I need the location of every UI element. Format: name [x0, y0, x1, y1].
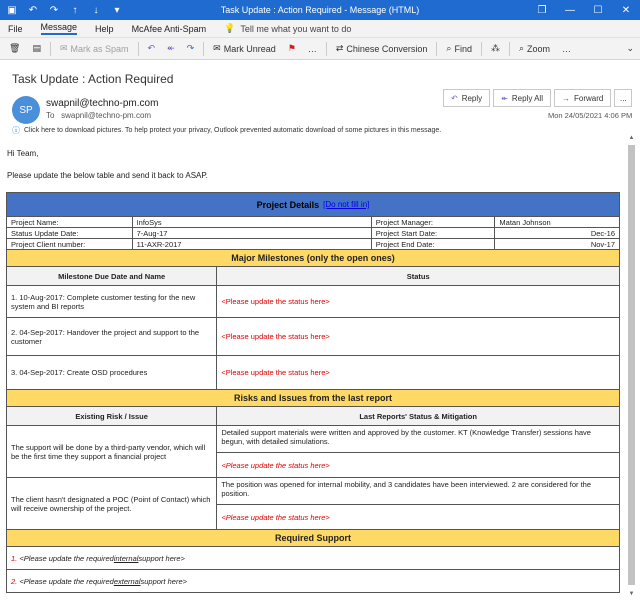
project-label: Status Update Date: [7, 228, 133, 238]
tell-me-box[interactable] [224, 23, 351, 34]
info-icon: ⓘ [12, 126, 20, 135]
table-row [7, 217, 619, 228]
milestone-status[interactable]: <Please update the status here> [221, 368, 330, 377]
conversion-icon: ⇄ [335, 43, 344, 53]
risk-description: The support will be done by a third-party vendor, which will be the first time they support a financial project [7, 426, 217, 477]
zoom-button[interactable] [516, 43, 553, 54]
milestone-name: 3. 04-Sep-2017: Create OSD procedures [7, 356, 217, 389]
milestone-status[interactable]: <Please update the status here> [221, 332, 330, 341]
column-header: Milestone Due Date and Name [7, 267, 217, 285]
ellipsis-icon: … [307, 43, 317, 54]
reply-all-ribbon-button[interactable] [164, 43, 178, 54]
risk-status[interactable]: <Please update the status here> [221, 512, 330, 522]
do-not-fill-note: [Do not fill in] [323, 200, 370, 209]
milestone-status[interactable]: <Please update the status here> [221, 297, 330, 306]
project-details-header [7, 193, 619, 217]
mark-unread-button[interactable] [210, 43, 279, 54]
message-subject: Task Update : Action Required [12, 72, 174, 86]
support-keyword: internal [113, 553, 139, 563]
support-text: <Please update the required [19, 553, 114, 563]
archive-icon: ▤ [32, 43, 41, 53]
support-number: 2. [11, 576, 18, 586]
collapse-ribbon-button[interactable] [623, 43, 640, 54]
scrollbar[interactable] [627, 135, 636, 597]
scroll-thumb[interactable] [628, 145, 635, 585]
divider [138, 42, 139, 56]
tab-mcafee[interactable]: McAfee Anti-Spam [131, 23, 207, 34]
translate-button[interactable] [488, 43, 503, 54]
save-icon[interactable]: ▣ [7, 4, 17, 16]
download-pictures-infobar[interactable] [12, 125, 441, 136]
risk-description: The client hasn't designated a POC (Point of Contact) which will receive ownership of the project. [7, 478, 217, 529]
more-options-button[interactable] [305, 44, 320, 54]
divider [203, 42, 204, 56]
forward-icon: → [561, 93, 570, 103]
mark-unread-label: Mark Unread [223, 43, 276, 54]
project-label: Project Start Date: [372, 228, 496, 238]
tell-me-text: Tell me what you want to do [240, 23, 352, 34]
flag-button[interactable] [285, 43, 299, 54]
delete-button[interactable] [6, 43, 23, 54]
reply-button[interactable] [443, 89, 490, 107]
greeting: Hi Team, [7, 149, 39, 158]
table-row [7, 267, 619, 286]
chevron-down-icon: ⌄ [626, 43, 634, 53]
down-arrow-icon[interactable]: ↓ [93, 4, 99, 16]
tab-help[interactable]: Help [95, 23, 114, 34]
recipient[interactable]: swapnil@techno-pm.com [61, 111, 152, 120]
column-header: Status [217, 267, 619, 285]
mark-as-spam-button[interactable] [57, 43, 132, 54]
table-row [7, 478, 619, 530]
ellipsis-icon: ... [619, 93, 627, 103]
divider [436, 42, 437, 56]
zoom-label: Zoom [527, 43, 551, 54]
maximize-icon[interactable]: ☐ [593, 4, 603, 16]
menu-bar [0, 20, 640, 38]
more-actions-button[interactable] [614, 89, 632, 107]
reply-icon: ↶ [147, 43, 156, 53]
undo-icon[interactable]: ↶ [28, 4, 38, 16]
up-arrow-icon[interactable]: ↑ [72, 4, 78, 16]
forward-button[interactable] [554, 89, 611, 107]
column-header: Existing Risk / Issue [7, 407, 217, 425]
scroll-down-icon[interactable]: ▼ [628, 591, 635, 597]
chinese-conversion-label: Chinese Conversion [346, 43, 428, 54]
project-value: 11-AXR-2017 [133, 239, 372, 249]
table-row [7, 228, 619, 239]
table-row [7, 547, 619, 570]
milestone-name: 1. 10-Aug-2017: Complete customer testing for the new system and BI reports [7, 286, 217, 317]
support-keyword: external [113, 576, 141, 586]
spam-icon: ✉ [59, 43, 68, 53]
reply-all-icon: ↞ [501, 93, 508, 103]
quick-access-toolbar [0, 5, 123, 16]
project-value: InfoSys [133, 217, 372, 227]
project-label: Project End Date: [372, 239, 496, 249]
title-bar [0, 0, 640, 20]
milestones-header: Major Milestones (only the open ones) [7, 250, 619, 267]
table-row [7, 407, 619, 426]
table-row [7, 286, 619, 318]
to-label: To [46, 111, 55, 120]
trash-icon: 🗑 [9, 43, 21, 53]
find-label: Find [454, 43, 472, 54]
risks-header: Risks and Issues from the last report [7, 390, 619, 407]
reply-icon: ↶ [451, 93, 458, 103]
tab-message[interactable]: Message [41, 22, 78, 35]
divider [326, 42, 327, 56]
find-button[interactable] [443, 43, 475, 54]
risk-mitigation: The position was opened for internal mobility, and 3 candidates have been interviewed. 2 are considered for the position. [217, 478, 619, 505]
lightbulb-icon: 💡 [224, 23, 236, 33]
support-header: Required Support [7, 530, 619, 547]
divider [50, 42, 51, 56]
project-label: Project Client number: [7, 239, 133, 249]
archive-button[interactable] [29, 43, 44, 54]
support-text: support here> [138, 553, 185, 563]
ribbon [0, 38, 640, 60]
project-label: Project Manager: [372, 217, 496, 227]
chinese-conversion-button[interactable] [333, 43, 431, 54]
window-controls [528, 0, 640, 20]
scroll-up-icon[interactable]: ▲ [628, 135, 635, 141]
translate-icon: ⁂ [490, 43, 500, 53]
envelope-icon: ✉ [213, 43, 221, 53]
risk-status[interactable]: <Please update the status here> [221, 460, 330, 470]
risk-mitigation: Detailed support materials were written and approved by the customer. KT (Knowledge Transfer) sessions have begun, with detailed simulations. [217, 426, 619, 453]
support-item[interactable] [7, 570, 619, 592]
avatar[interactable]: SP [12, 96, 40, 124]
sender[interactable]: swapnil@techno-pm.com [46, 98, 159, 109]
table-row [7, 356, 619, 390]
recipient-line [46, 111, 151, 120]
tab-file[interactable]: File [8, 23, 23, 34]
close-icon[interactable]: ✕ [621, 4, 631, 16]
zoom-icon: ⌕ [518, 43, 525, 53]
reply-all-label: Reply All [511, 93, 543, 103]
reply-all-button[interactable] [493, 89, 551, 107]
table-row [7, 426, 619, 478]
project-value: 7-Aug-17 [133, 228, 372, 238]
project-label: Project Name: [7, 217, 133, 227]
forward-ribbon-button[interactable] [184, 43, 198, 54]
project-value: Matan Johnson [499, 217, 551, 227]
instruction: Please update the below table and send it back to ASAP. [7, 171, 208, 180]
milestone-name: 2. 04-Sep-2017: Handover the project and support to the customer [7, 318, 217, 355]
forward-icon: ↷ [186, 43, 195, 53]
status-table [6, 192, 620, 593]
table-row [7, 570, 619, 592]
mark-as-spam-label: Mark as Spam [70, 43, 129, 54]
table-row [7, 318, 619, 356]
divider [509, 42, 510, 56]
message-date: Mon 24/05/2021 4:06 PM [548, 111, 633, 120]
ribbon-more-button[interactable] [559, 44, 574, 54]
reply-ribbon-button[interactable] [145, 43, 159, 54]
support-text: <Please update the required [19, 576, 114, 586]
restore-icon[interactable]: ❐ [537, 4, 547, 16]
reply-all-icon: ↞ [167, 43, 175, 53]
forward-label: Forward [573, 93, 604, 103]
project-value: Dec-16 [590, 228, 615, 238]
table-row [7, 239, 619, 250]
risk-mitigation-cell [217, 426, 619, 477]
support-number: 1. [11, 553, 18, 563]
quick-access-dropdown-icon[interactable]: ▾ [114, 4, 120, 16]
infobar-text: Click here to download pictures. To help protect your privacy, Outlook prevented automatic download of some pictures in this message. [24, 127, 442, 134]
minimize-icon[interactable]: — [565, 4, 575, 16]
message-actions [443, 89, 632, 107]
support-item[interactable] [7, 547, 619, 569]
project-value: Nov-17 [590, 239, 615, 249]
risk-mitigation-cell [217, 478, 619, 529]
window-title: Task Update : Action Required - Message (HTML) [220, 5, 420, 15]
divider [481, 42, 482, 56]
reply-label: Reply [461, 93, 483, 103]
column-header: Last Reports' Status & Mitigation [217, 407, 619, 425]
flag-icon: ⚑ [287, 43, 296, 53]
search-icon: ⌕ [446, 43, 452, 53]
project-details-title: Project Details [256, 199, 320, 210]
redo-icon[interactable]: ↷ [49, 4, 59, 16]
support-text: support here> [140, 576, 187, 586]
ellipsis-icon: … [562, 43, 572, 54]
